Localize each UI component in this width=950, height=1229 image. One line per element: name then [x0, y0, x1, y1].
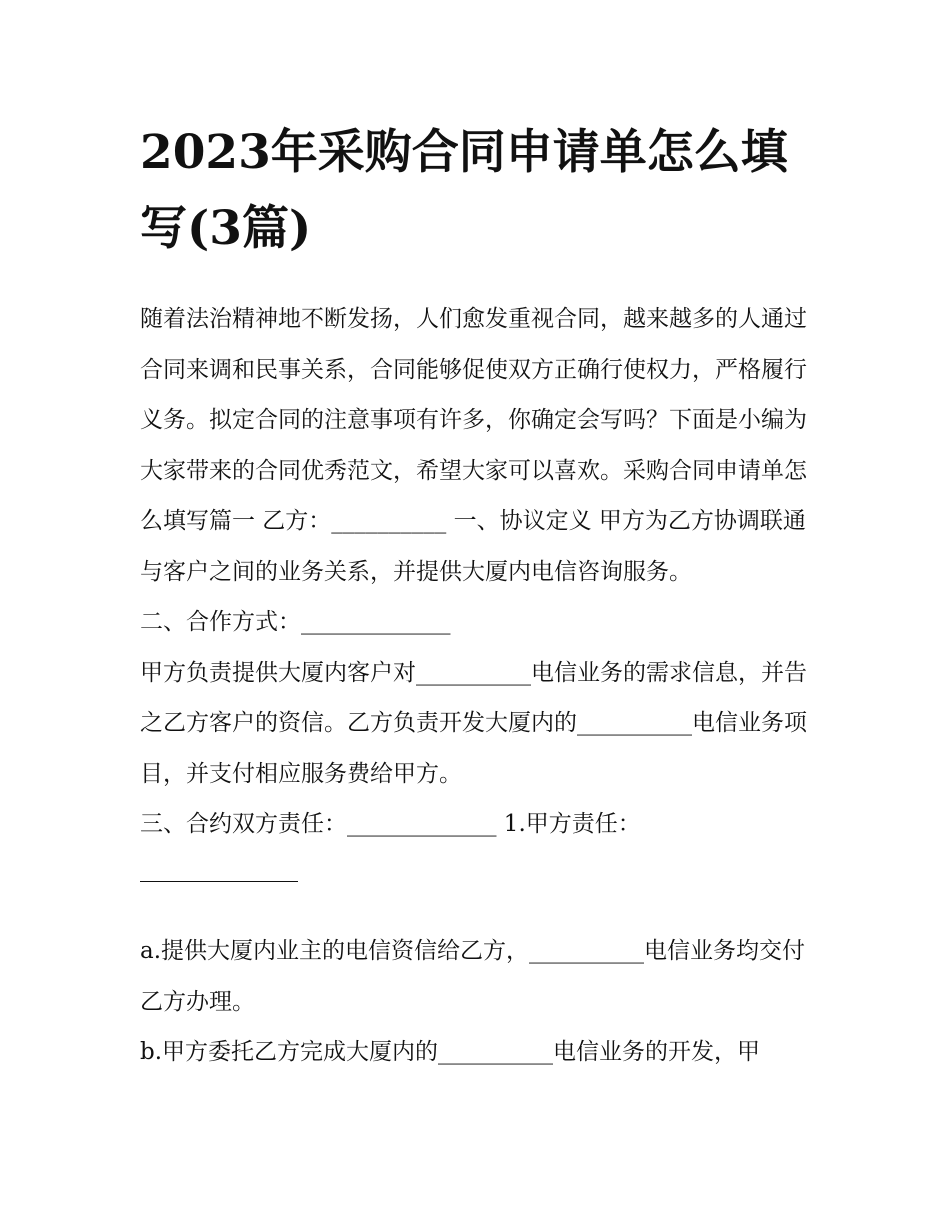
- document-body: [140, 294, 820, 1078]
- paragraph-cooperation-method: 二、合作方式：_____________: [140, 609, 451, 635]
- paragraph-item-a: a.提供大厦内业主的电信资信给乙方，__________电信业务均交付乙方办理。: [140, 938, 806, 1015]
- blank-underline: [140, 853, 298, 882]
- document-page: [140, 115, 820, 1078]
- paragraph-intro: 随着法治精神地不断发扬，人们愈发重视合同，越来越多的人通过合同来调和民事关系，合同能够促使双方正确行使权力，严格履行义务。拟定合同的注意事项有许多，你确定会写吗？下面是小编为大家带来的合同优秀范文，希望大家可以喜欢。采购合同申请单怎么填写篇一 乙方：__________ 一、协议定义 甲方为乙方协调联通与客户之间的业务关系，并提供大厦内电信咨询服务。: [140, 306, 807, 585]
- paragraph-item-b: b.甲方委托乙方完成大厦内的__________电信业务的开发，甲: [140, 1039, 761, 1065]
- signature-blank-line: [140, 850, 820, 901]
- spacer: [140, 900, 820, 926]
- paragraph-party-a-info: 甲方负责提供大厦内客户对__________电信业务的需求信息，并告之乙方客户的资信。乙方负责开发大厦内的__________电信业务项目，并支付相应服务费给甲方。: [140, 659, 807, 787]
- paragraph-responsibilities: 三、合约双方责任：_____________ 1.甲方责任：: [140, 811, 641, 837]
- document-title: 2023年采购合同申请单怎么填写(3篇): [140, 125, 788, 256]
